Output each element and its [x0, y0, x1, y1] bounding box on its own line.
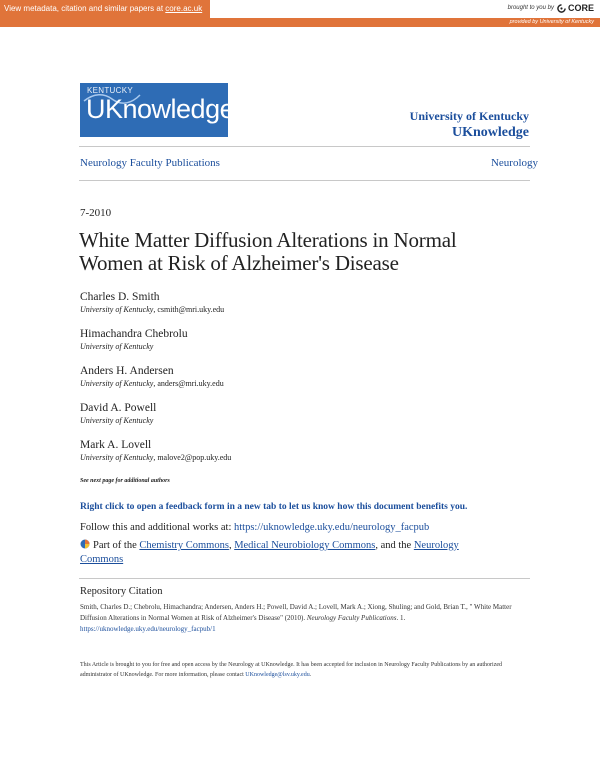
author-affiliation: [80, 379, 224, 388]
core-brand[interactable]: [508, 3, 594, 13]
author-name: Anders H. Andersen: [80, 365, 174, 377]
affiliation-text: University of Kentucky: [80, 453, 154, 462]
author-entry: [80, 402, 156, 425]
author-name: David A. Powell: [80, 402, 157, 414]
author-email: , anders@mri.uky.edu: [153, 379, 224, 388]
affiliation-text: University of Kentucky: [80, 379, 154, 388]
author-entry: [80, 365, 224, 388]
core-link[interactable]: core.ac.uk: [165, 4, 203, 13]
repository-citation-heading: Repository Citation: [80, 586, 163, 597]
collection-url-link[interactable]: https://uknowledge.uky.edu/neurology_facpub: [234, 522, 430, 533]
divider: [79, 180, 530, 181]
citation-body: Smith, Charles D.; Chebrolu, Himachandra; Andersen, Anders H.; Powell, David A.; Lovell, Mark A.; Xiong, Shuling; and Gold, Brian T., " White Matter Diffusion Alterations in Normal Women at Risk of Alzheimer's Disease" (2010).: [80, 603, 512, 622]
author-email: , malove2@pop.uky.edu: [153, 453, 232, 462]
citation-number: . 1.: [396, 614, 406, 622]
citation-journal: Neurology Faculty Publications: [306, 614, 397, 622]
publication-date: 7-2010: [80, 207, 112, 219]
author-name: Himachandra Chebrolu: [80, 328, 188, 340]
follow-prefix: Follow this and additional works at:: [80, 522, 234, 533]
divider: [79, 578, 530, 579]
network-pie-icon: [80, 539, 90, 549]
core-banner: [0, 0, 600, 29]
affiliation-text: University of Kentucky: [80, 342, 154, 351]
neurology-commons-link[interactable]: Neurology Commons: [80, 540, 459, 565]
author-entry: [80, 328, 188, 351]
part-of-line: [80, 539, 500, 567]
chemistry-commons-link[interactable]: Chemistry Commons: [139, 540, 229, 551]
logo-uknowledge-text: UKnowledge: [86, 94, 235, 124]
part-of-prefix: Part of the: [93, 540, 140, 551]
affiliation-text: University of Kentucky: [80, 416, 154, 425]
follow-line: [80, 522, 429, 533]
notice-text: This Article is brought to you for free and open access by the Neurology at UKnowledge. It has been accepted for inclusion in Neurology Faculty Publications by an authorized administrator of UKnowledge. For more information, please contact: [80, 662, 503, 678]
brought-to-you-label: brought to you by: [507, 5, 554, 11]
contact-email-link[interactable]: UKnowledge@lsv.uky.edu: [245, 672, 310, 678]
notice-end: .: [309, 672, 312, 678]
logo-kentucky-text: KENTUCKY: [87, 86, 133, 95]
citation-text: [80, 602, 530, 635]
author-affiliation: [80, 453, 231, 462]
uknowledge-logo[interactable]: [80, 83, 235, 137]
author-entry: [80, 291, 224, 314]
author-affiliation: [80, 416, 156, 425]
separator: , and the: [375, 540, 414, 551]
core-provider-strip: [0, 18, 600, 27]
medical-neurobiology-commons-link[interactable]: Medical Neurobiology Commons: [234, 540, 376, 551]
core-icon: [557, 4, 566, 13]
author-name: Mark A. Lovell: [80, 439, 152, 451]
separator: ,: [228, 540, 235, 551]
author-entry: [80, 439, 231, 462]
provided-by-text: provided by University of Kentucky: [509, 19, 594, 25]
author-name: Charles D. Smith: [80, 291, 160, 303]
author-affiliation: [80, 342, 188, 351]
divider: [79, 146, 530, 147]
affiliation-text: University of Kentucky: [80, 305, 154, 314]
citation-url-link[interactable]: https://uknowledge.uky.edu/neurology_facpub/1: [80, 625, 216, 633]
core-banner-text: View metadata, citation and similar papers at: [4, 4, 166, 13]
author-affiliation: [80, 305, 224, 314]
article-title: White Matter Diffusion Alterations in Normal Women at Risk of Alzheimer's Disease: [79, 228, 457, 275]
feedback-link[interactable]: Right click to open a feedback form in a new tab to let us know how this document benefits you.: [80, 502, 468, 512]
core-logo-text: CORE: [567, 3, 594, 13]
core-metadata-link[interactable]: [0, 0, 210, 18]
see-next-page-note: See next page for additional authors: [80, 478, 170, 484]
institution-line2: UKnowledge: [452, 125, 529, 140]
collection-link[interactable]: Neurology Faculty Publications: [80, 157, 220, 169]
department-link[interactable]: Neurology: [490, 157, 538, 169]
institution-name[interactable]: [410, 109, 529, 141]
access-notice: [80, 660, 530, 680]
core-logo: [557, 3, 594, 13]
institution-line1: University of Kentucky: [409, 109, 529, 123]
author-email: , csmith@mri.uky.edu: [153, 305, 225, 314]
